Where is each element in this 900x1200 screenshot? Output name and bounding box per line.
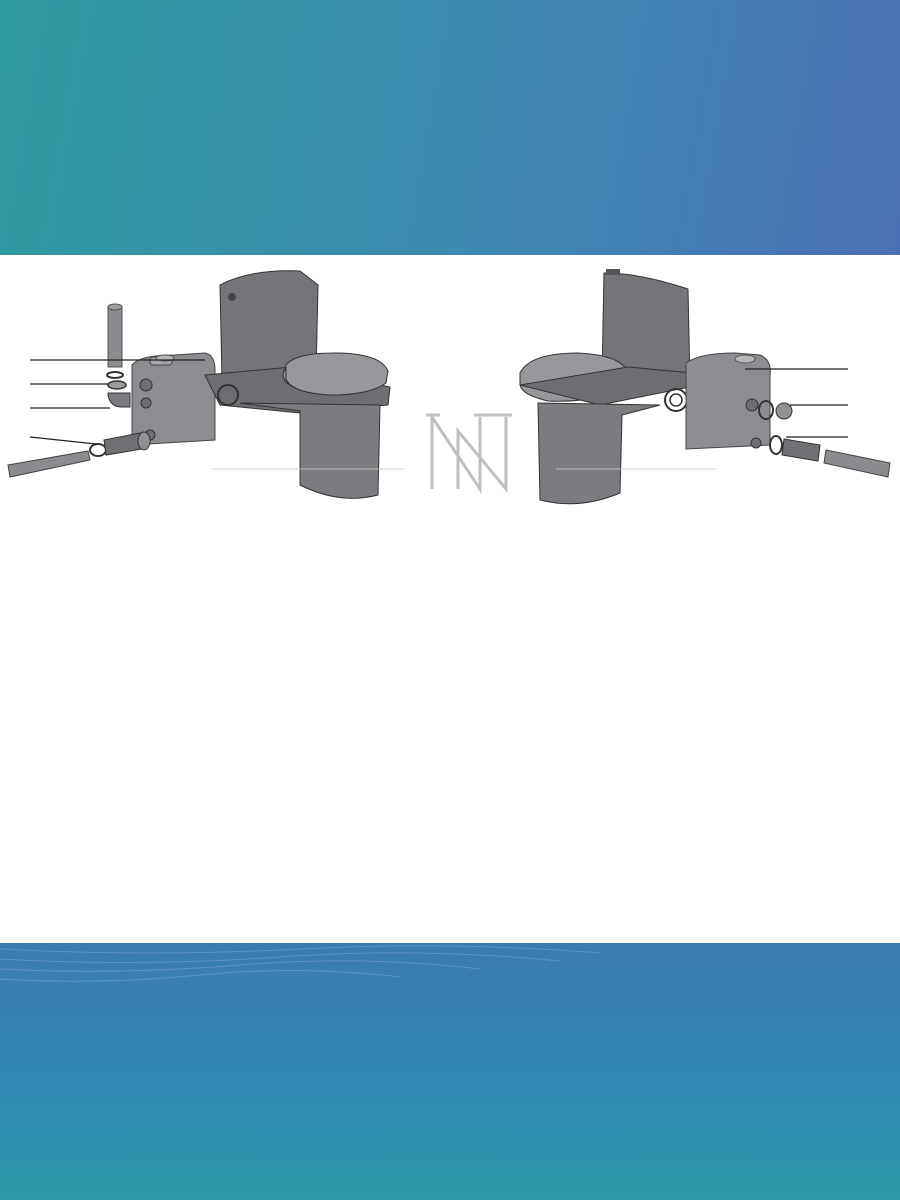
- bottom-wave-texture: [0, 943, 900, 1200]
- pump-toilet-diagram: [0, 255, 900, 943]
- brand-watermark: [212, 415, 716, 489]
- brand-logo-icon: [426, 415, 512, 489]
- right-toilet-assembly: [520, 269, 890, 504]
- top-gradient-band: [0, 0, 900, 255]
